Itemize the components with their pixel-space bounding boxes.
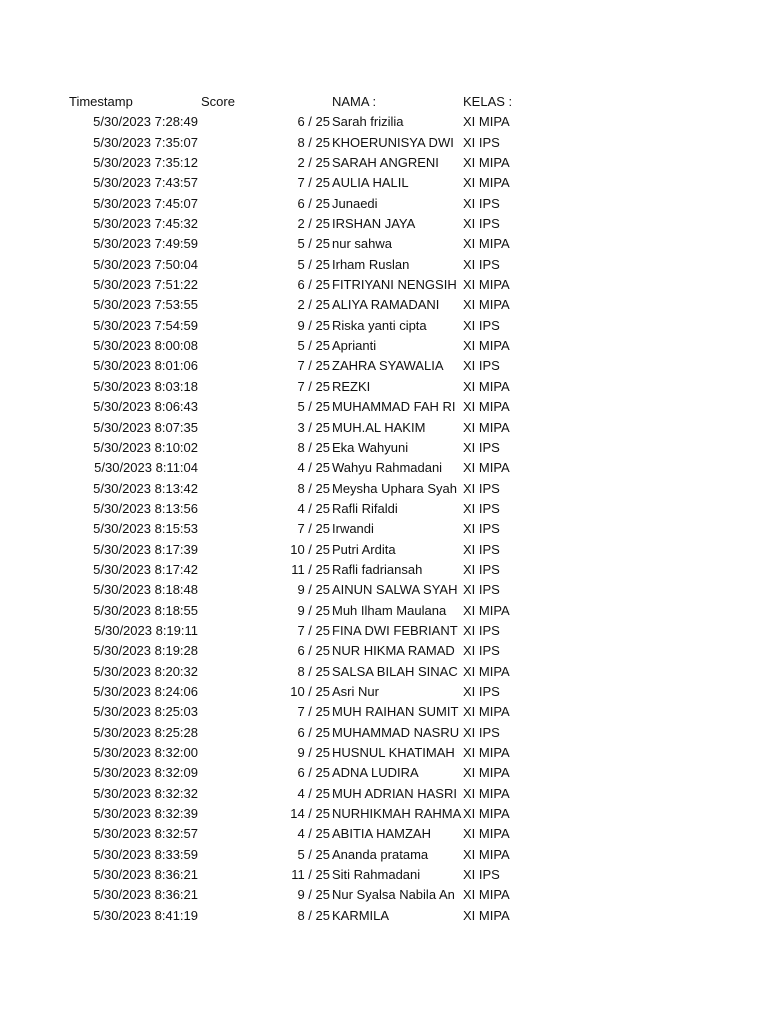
timestamp-cell: 5/30/2023 8:41:19 bbox=[93, 907, 198, 923]
nama-cell: Aprianti bbox=[332, 338, 377, 354]
kelas-cell: XI IPS bbox=[463, 643, 500, 659]
kelas-cell: XI IPS bbox=[463, 724, 500, 740]
kelas-cell: XI IPS bbox=[463, 439, 500, 455]
data-rows bbox=[0, 112, 768, 926]
score-cell: 4 / 25 bbox=[297, 785, 330, 801]
timestamp-cell: 5/30/2023 8:00:08 bbox=[93, 338, 198, 354]
kelas-cell: XI MIPA bbox=[463, 175, 510, 191]
kelas-cell: XI MIPA bbox=[463, 114, 510, 130]
nama-cell: IRSHAN JAYA bbox=[332, 216, 416, 232]
table-row bbox=[0, 784, 768, 804]
score-cell: 8 / 25 bbox=[297, 134, 330, 150]
score-cell: 2 / 25 bbox=[297, 216, 330, 232]
timestamp-cell: 5/30/2023 8:32:09 bbox=[93, 765, 198, 781]
kelas-cell: XI MIPA bbox=[463, 785, 510, 801]
score-cell: 9 / 25 bbox=[297, 317, 330, 333]
score-cell: 4 / 25 bbox=[297, 826, 330, 842]
table-row bbox=[0, 458, 768, 478]
table-row bbox=[0, 601, 768, 621]
nama-cell: REZKI bbox=[332, 378, 371, 394]
timestamp-cell: 5/30/2023 8:32:00 bbox=[93, 745, 198, 760]
kelas-cell: XI MIPA bbox=[463, 155, 510, 171]
table-row bbox=[0, 153, 768, 173]
table-row bbox=[0, 723, 768, 743]
timestamp-cell: 5/30/2023 7:53:55 bbox=[93, 297, 198, 313]
timestamp-cell: 5/30/2023 7:45:32 bbox=[93, 216, 198, 232]
timestamp-cell: 5/30/2023 8:06:43 bbox=[93, 399, 198, 415]
table-row bbox=[0, 763, 768, 783]
timestamp-cell: 5/30/2023 8:07:35 bbox=[93, 419, 198, 435]
table-row bbox=[0, 702, 768, 722]
score-cell: 7 / 25 bbox=[297, 521, 330, 537]
score-cell: 9 / 25 bbox=[297, 745, 330, 760]
table-row bbox=[0, 885, 768, 905]
kelas-cell: XI IPS bbox=[463, 582, 500, 598]
table-row bbox=[0, 173, 768, 193]
nama-cell: Eka Wahyuni bbox=[332, 439, 409, 455]
timestamp-cell: 5/30/2023 8:17:39 bbox=[93, 541, 198, 557]
score-cell: 7 / 25 bbox=[297, 175, 330, 191]
nama-cell: MUHAMMAD FAH RI bbox=[332, 399, 456, 415]
header-score: Score bbox=[201, 94, 235, 109]
timestamp-cell: 5/30/2023 8:19:28 bbox=[93, 643, 198, 659]
kelas-cell: XI MIPA bbox=[463, 887, 510, 903]
kelas-cell: XI IPS bbox=[463, 317, 500, 333]
score-cell: 8 / 25 bbox=[297, 907, 330, 923]
score-cell: 9 / 25 bbox=[297, 602, 330, 618]
table-row bbox=[0, 641, 768, 661]
timestamp-cell: 5/30/2023 8:36:21 bbox=[93, 887, 198, 903]
table-row bbox=[0, 540, 768, 560]
score-cell: 5 / 25 bbox=[297, 846, 330, 862]
table-row bbox=[0, 336, 768, 356]
kelas-cell: XI MIPA bbox=[463, 846, 510, 862]
kelas-cell: XI MIPA bbox=[463, 602, 510, 618]
table-row bbox=[0, 906, 768, 926]
timestamp-cell: 5/30/2023 8:01:06 bbox=[93, 358, 198, 374]
nama-cell: Rafli fadriansah bbox=[332, 561, 423, 577]
kelas-cell: XI MIPA bbox=[463, 419, 510, 435]
nama-cell: FITRIYANI NENGSIH bbox=[332, 277, 457, 293]
nama-cell: Putri Ardita bbox=[332, 541, 396, 557]
table-row bbox=[0, 580, 768, 600]
timestamp-cell: 5/30/2023 8:10:02 bbox=[93, 439, 198, 455]
timestamp-cell: 5/30/2023 7:50:04 bbox=[93, 256, 198, 272]
score-cell: 5 / 25 bbox=[297, 256, 330, 272]
header-nama: NAMA : bbox=[332, 94, 377, 109]
header-row bbox=[0, 92, 768, 112]
score-cell: 2 / 25 bbox=[297, 155, 330, 171]
table-row bbox=[0, 824, 768, 844]
nama-cell: MUH RAIHAN SUMIT bbox=[332, 704, 459, 720]
score-cell: 6 / 25 bbox=[297, 765, 330, 781]
table-row bbox=[0, 499, 768, 519]
score-cell: 7 / 25 bbox=[297, 704, 330, 720]
table-row bbox=[0, 234, 768, 254]
table-row bbox=[0, 275, 768, 295]
timestamp-cell: 5/30/2023 7:49:59 bbox=[93, 236, 198, 252]
nama-cell: ALIYA RAMADANI bbox=[332, 297, 440, 313]
table-row bbox=[0, 214, 768, 234]
table-row bbox=[0, 560, 768, 580]
kelas-cell: XI MIPA bbox=[463, 460, 510, 476]
kelas-cell: XI MIPA bbox=[463, 277, 510, 293]
table-row bbox=[0, 865, 768, 885]
kelas-cell: XI IPS bbox=[463, 867, 500, 883]
nama-cell: Junaedi bbox=[332, 195, 378, 211]
nama-cell: Irwandi bbox=[332, 521, 374, 537]
nama-cell: Siti Rahmadani bbox=[332, 867, 421, 883]
table-row bbox=[0, 112, 768, 132]
kelas-cell: XI MIPA bbox=[463, 399, 510, 415]
score-cell: 10 / 25 bbox=[290, 683, 330, 699]
table-row bbox=[0, 133, 768, 153]
header-kelas: KELAS : bbox=[463, 94, 513, 109]
score-cell: 9 / 25 bbox=[297, 887, 330, 903]
kelas-cell: XI MIPA bbox=[463, 907, 510, 923]
nama-cell: KHOERUNISYA DWI bbox=[332, 134, 454, 150]
score-cell: 8 / 25 bbox=[297, 439, 330, 455]
timestamp-cell: 5/30/2023 8:25:03 bbox=[93, 704, 198, 720]
score-cell: 4 / 25 bbox=[297, 500, 330, 516]
nama-cell: Asri Nur bbox=[332, 683, 379, 699]
score-cell: 11 / 25 bbox=[291, 561, 330, 577]
nama-cell: KARMILA bbox=[332, 907, 390, 923]
kelas-cell: XI IPS bbox=[463, 480, 500, 496]
nama-cell: NURHIKMAH RAHMA bbox=[332, 806, 462, 822]
timestamp-cell: 5/30/2023 8:17:42 bbox=[93, 561, 198, 577]
kelas-cell: XI MIPA bbox=[463, 378, 510, 394]
kelas-cell: XI MIPA bbox=[463, 745, 510, 760]
kelas-cell: XI IPS bbox=[463, 195, 500, 211]
score-cell: 5 / 25 bbox=[297, 399, 330, 415]
kelas-cell: XI MIPA bbox=[463, 236, 510, 252]
nama-cell: MUH ADRIAN HASRI bbox=[332, 785, 457, 801]
table-row bbox=[0, 194, 768, 214]
timestamp-cell: 5/30/2023 8:11:04 bbox=[94, 460, 198, 476]
kelas-cell: XI MIPA bbox=[463, 806, 510, 822]
timestamp-cell: 5/30/2023 7:45:07 bbox=[93, 195, 198, 211]
nama-cell: Sarah frizilia bbox=[332, 114, 404, 130]
score-cell: 7 / 25 bbox=[297, 358, 330, 374]
header-timestamp: Timestamp bbox=[69, 94, 133, 109]
timestamp-cell: 5/30/2023 8:13:42 bbox=[93, 480, 198, 496]
kelas-cell: XI IPS bbox=[463, 561, 500, 577]
nama-cell: Ananda pratama bbox=[332, 846, 429, 862]
nama-cell: nur sahwa bbox=[332, 236, 392, 252]
timestamp-cell: 5/30/2023 8:32:39 bbox=[93, 806, 198, 822]
timestamp-cell: 5/30/2023 8:13:56 bbox=[93, 500, 198, 516]
kelas-cell: XI IPS bbox=[463, 541, 500, 557]
score-cell: 8 / 25 bbox=[297, 663, 330, 679]
nama-cell: FINA DWI FEBRIANT bbox=[332, 622, 458, 638]
kelas-cell: XI IPS bbox=[463, 256, 500, 272]
nama-cell: Nur Syalsa Nabila An bbox=[332, 887, 455, 903]
nama-cell: Muh Ilham Maulana bbox=[332, 602, 447, 618]
response-sheet bbox=[0, 92, 768, 926]
table-row bbox=[0, 682, 768, 702]
score-cell: 6 / 25 bbox=[297, 114, 330, 130]
timestamp-cell: 5/30/2023 8:24:06 bbox=[93, 683, 198, 699]
kelas-cell: XI MIPA bbox=[463, 338, 510, 354]
nama-cell: Irham Ruslan bbox=[332, 256, 410, 272]
score-cell: 11 / 25 bbox=[291, 867, 330, 883]
kelas-cell: XI IPS bbox=[463, 500, 500, 516]
table-row bbox=[0, 356, 768, 376]
score-cell: 6 / 25 bbox=[297, 643, 330, 659]
kelas-cell: XI MIPA bbox=[463, 826, 510, 842]
kelas-cell: XI IPS bbox=[463, 134, 500, 150]
score-cell: 4 / 25 bbox=[297, 460, 330, 476]
timestamp-cell: 5/30/2023 7:28:49 bbox=[93, 114, 198, 130]
table-row bbox=[0, 418, 768, 438]
table-row bbox=[0, 845, 768, 865]
kelas-cell: XI MIPA bbox=[463, 297, 510, 313]
score-cell: 6 / 25 bbox=[297, 195, 330, 211]
nama-cell: ZAHRA SYAWALIA bbox=[332, 358, 444, 374]
kelas-cell: XI IPS bbox=[463, 622, 500, 638]
timestamp-cell: 5/30/2023 8:19:11 bbox=[94, 622, 198, 638]
timestamp-cell: 5/30/2023 8:15:53 bbox=[93, 521, 198, 537]
nama-cell: MUH.AL HAKIM bbox=[332, 419, 426, 435]
table-row bbox=[0, 519, 768, 539]
nama-cell: Wahyu Rahmadani bbox=[332, 460, 443, 476]
nama-cell: HUSNUL KHATIMAH bbox=[332, 745, 455, 760]
score-cell: 7 / 25 bbox=[297, 622, 330, 638]
score-cell: 14 / 25 bbox=[290, 806, 330, 822]
timestamp-cell: 5/30/2023 8:36:21 bbox=[93, 867, 198, 883]
score-cell: 8 / 25 bbox=[297, 480, 330, 496]
table-row bbox=[0, 255, 768, 275]
nama-cell: ABITIA HAMZAH bbox=[332, 826, 431, 842]
timestamp-cell: 5/30/2023 8:32:57 bbox=[93, 826, 198, 842]
nama-cell: SARAH ANGRENI bbox=[332, 155, 439, 171]
table-row bbox=[0, 295, 768, 315]
score-cell: 10 / 25 bbox=[290, 541, 330, 557]
table-row bbox=[0, 743, 768, 763]
table-row bbox=[0, 621, 768, 641]
timestamp-cell: 5/30/2023 8:25:28 bbox=[93, 724, 198, 740]
table-row bbox=[0, 479, 768, 499]
nama-cell: ADNA LUDIRA bbox=[332, 765, 419, 781]
table-row bbox=[0, 397, 768, 417]
timestamp-cell: 5/30/2023 8:33:59 bbox=[93, 846, 198, 862]
kelas-cell: XI IPS bbox=[463, 521, 500, 537]
timestamp-cell: 5/30/2023 7:35:12 bbox=[93, 155, 198, 171]
timestamp-cell: 5/30/2023 8:03:18 bbox=[93, 378, 198, 394]
nama-cell: Riska yanti cipta bbox=[332, 317, 427, 333]
score-cell: 5 / 25 bbox=[297, 338, 330, 354]
timestamp-cell: 5/30/2023 7:35:07 bbox=[93, 134, 198, 150]
nama-cell: NUR HIKMA RAMAD bbox=[332, 643, 455, 659]
nama-cell: AINUN SALWA SYAH bbox=[332, 582, 458, 598]
score-cell: 9 / 25 bbox=[297, 582, 330, 598]
table-row bbox=[0, 438, 768, 458]
kelas-cell: XI IPS bbox=[463, 683, 500, 699]
timestamp-cell: 5/30/2023 8:18:55 bbox=[93, 602, 198, 618]
score-cell: 6 / 25 bbox=[297, 724, 330, 740]
score-cell: 3 / 25 bbox=[297, 419, 330, 435]
table-row bbox=[0, 377, 768, 397]
kelas-cell: XI IPS bbox=[463, 216, 500, 232]
score-cell: 7 / 25 bbox=[297, 378, 330, 394]
kelas-cell: XI MIPA bbox=[463, 663, 510, 679]
kelas-cell: XI MIPA bbox=[463, 765, 510, 781]
table-row bbox=[0, 662, 768, 682]
score-cell: 2 / 25 bbox=[297, 297, 330, 313]
timestamp-cell: 5/30/2023 8:18:48 bbox=[93, 582, 198, 598]
timestamp-cell: 5/30/2023 8:32:32 bbox=[93, 785, 198, 801]
nama-cell: AULIA HALIL bbox=[332, 175, 409, 191]
score-cell: 6 / 25 bbox=[297, 277, 330, 293]
timestamp-cell: 5/30/2023 7:51:22 bbox=[93, 277, 198, 293]
score-cell: 5 / 25 bbox=[297, 236, 330, 252]
nama-cell: Meysha Uphara Syah bbox=[332, 480, 458, 496]
table-row bbox=[0, 804, 768, 824]
table-row bbox=[0, 316, 768, 336]
kelas-cell: XI IPS bbox=[463, 358, 500, 374]
nama-cell: SALSA BILAH SINAC bbox=[332, 663, 458, 679]
timestamp-cell: 5/30/2023 7:43:57 bbox=[93, 175, 198, 191]
timestamp-cell: 5/30/2023 8:20:32 bbox=[93, 663, 198, 679]
nama-cell: Rafli Rifaldi bbox=[332, 500, 398, 516]
nama-cell: MUHAMMAD NASRU bbox=[332, 724, 460, 740]
kelas-cell: XI MIPA bbox=[463, 704, 510, 720]
timestamp-cell: 5/30/2023 7:54:59 bbox=[93, 317, 198, 333]
